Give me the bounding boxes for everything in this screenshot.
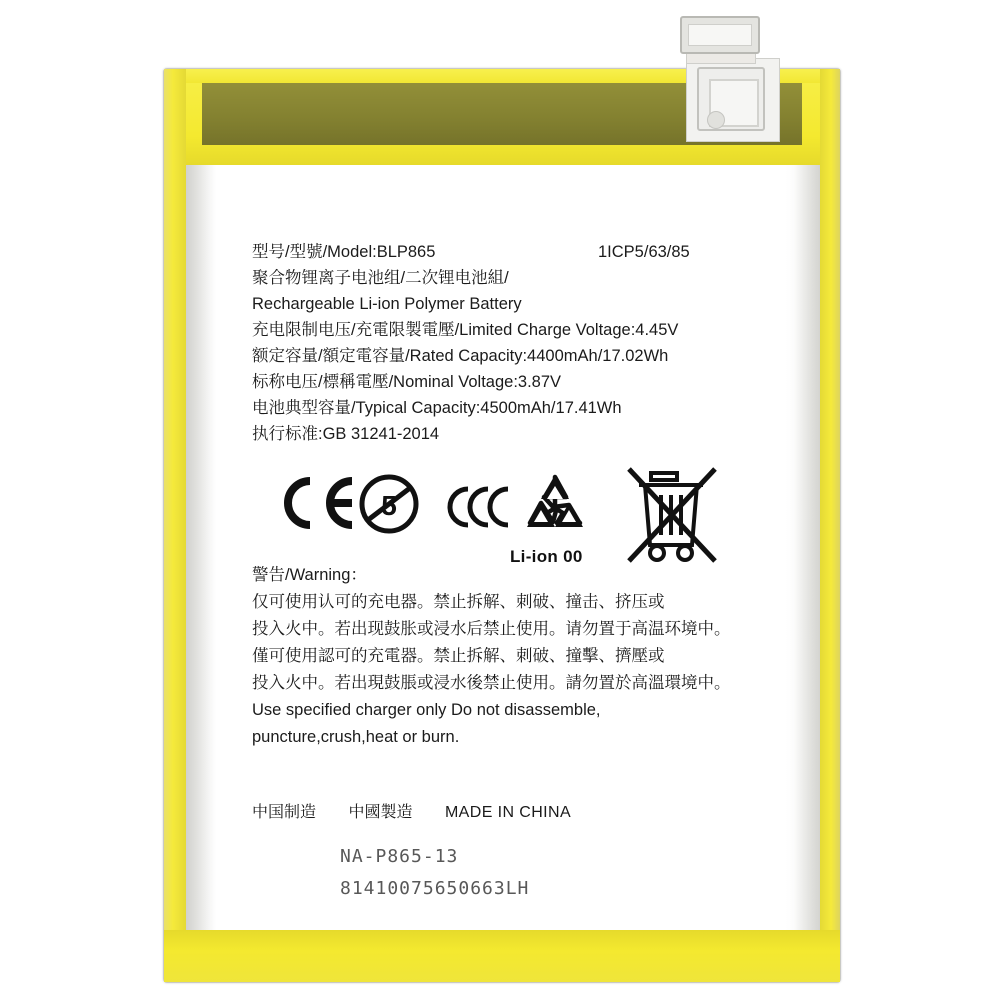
part-code-text: NA-P865-13 bbox=[340, 846, 459, 867]
flex-cable-pad bbox=[686, 58, 780, 142]
warning-block bbox=[252, 561, 792, 751]
typical-capacity-text: 电池典型容量/Typical Capacity:4500mAh/17.41Wh bbox=[252, 399, 622, 417]
battery-right-yellow-edge bbox=[820, 69, 840, 982]
battery-pack bbox=[163, 68, 841, 983]
certification-symbols-row bbox=[252, 461, 772, 571]
rohs-5-icon bbox=[358, 473, 420, 540]
chemistry-chinese-text: 聚合物锂离子电池组/二次锂电池組/ bbox=[252, 269, 509, 287]
specification-label bbox=[252, 239, 752, 447]
origin-traditional-text: 中國製造 bbox=[348, 804, 413, 821]
model-row bbox=[252, 239, 752, 265]
origin-english-text: MADE IN CHINA bbox=[444, 804, 572, 821]
warning-line-5: Use specified charger only Do not disassemble, bbox=[252, 701, 601, 719]
battery-bottom-yellow-wrap bbox=[164, 930, 840, 982]
ccc-mark-icon bbox=[442, 483, 514, 536]
rated-capacity-text: 额定容量/額定電容量/Rated Capacity:4400mAh/17.02Wh bbox=[252, 347, 669, 365]
printed-codes bbox=[340, 841, 529, 905]
country-of-origin-row bbox=[252, 799, 571, 822]
standard-text: 执行标准:GB 31241-2014 bbox=[252, 425, 440, 443]
warning-line-4: 投入火中。若出現鼓脹或浸水後禁止使用。請勿置於高溫環境中。 bbox=[252, 674, 731, 692]
svg-text:5: 5 bbox=[381, 490, 397, 521]
warning-line-2: 投入火中。若出现鼓胀或浸水后禁止使用。请勿置于高温环境中。 bbox=[252, 620, 731, 638]
warning-line-3: 僅可使用認可的充電器。禁止拆解、刺破、撞擊、擠壓或 bbox=[252, 647, 665, 665]
battery-connector-pins bbox=[688, 24, 752, 46]
battery-connector bbox=[680, 16, 760, 54]
ce-mark-icon bbox=[274, 475, 358, 536]
chemistry-english-text: Rechargeable Li-ion Polymer Battery bbox=[252, 295, 522, 313]
battery-left-yellow-edge bbox=[164, 69, 186, 982]
recycle-icon bbox=[517, 469, 593, 544]
origin-simplified-text: 中国制造 bbox=[252, 804, 317, 821]
battery-left-gloss bbox=[186, 165, 216, 930]
serial-number-text: 81410075650663LH bbox=[340, 878, 530, 899]
cell-designation-text: 1ICP5/63/85 bbox=[598, 243, 690, 261]
model-number-text: 型号/型號/Model:BLP865 bbox=[252, 243, 436, 261]
li-ion-text: Li-ion 00 bbox=[510, 547, 583, 566]
limited-charge-voltage-text: 充电限制电压/充電限製電壓/Limited Charge Voltage:4.45V bbox=[252, 321, 679, 339]
warning-line-1: 仅可使用认可的充电器。禁止拆解、刺破、撞击、挤压或 bbox=[252, 593, 665, 611]
warning-heading: 警告/Warning： bbox=[252, 566, 367, 584]
warning-line-6: puncture,crush,heat or burn. bbox=[252, 728, 460, 746]
flex-cable-contact-dot bbox=[707, 111, 725, 129]
nominal-voltage-text: 标称电压/標稱電壓/Nominal Voltage:3.87V bbox=[252, 373, 562, 391]
crossed-out-wheelie-bin-icon bbox=[617, 461, 727, 576]
battery-right-gloss bbox=[794, 165, 820, 930]
